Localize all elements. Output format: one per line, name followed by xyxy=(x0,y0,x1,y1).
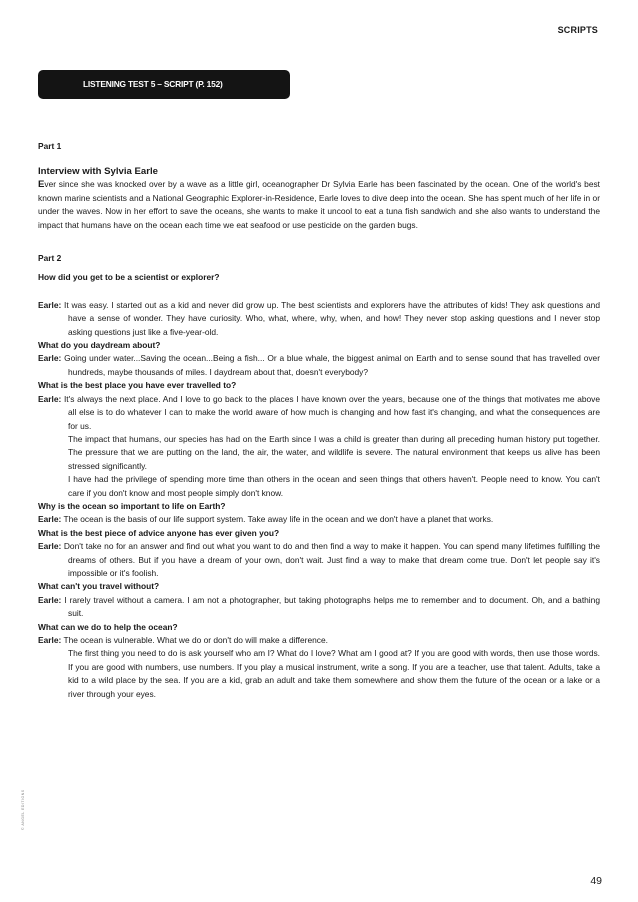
answer-continuation: I have had the privilege of spending more time than others in the ocean and seen things that others haven't. People need to know. You can't care if you don't know and most people simply don't know. xyxy=(68,474,600,498)
answer-text: The ocean is the basis of our life support system. Take away life in the ocean and we don't have a planet that works. xyxy=(63,514,494,525)
answer-text: The ocean is vulnerable. What we do or don't do will make a difference. xyxy=(63,635,328,645)
answer xyxy=(38,393,600,433)
answer-text: It's always the next place. And I love to go back to the places I have known over the years, because one of the things that motivates me above all else is to do whatever I can to make the world aware of how much is changing and how fast it's changing, and what the consequences are for us. xyxy=(63,393,601,431)
part-1-label: Part 1 xyxy=(38,141,62,151)
intro-first-letter: E xyxy=(38,179,45,191)
speaker-label: Earle: xyxy=(38,541,62,552)
banner-title: LISTENING TEST 5 – SCRIPT (P. 152) xyxy=(83,79,223,89)
answer-text: I rarely travel without a camera. I am not a photographer, but taking photographs helps me to remember and to document. Oh, and a bathing suit. xyxy=(64,594,600,619)
answer xyxy=(38,352,600,379)
question: What is the best place you have ever travelled to? xyxy=(38,380,237,391)
answer-text: It was easy. I started out as a kid and never did grow up. The best scientists and explorers have the attributes of kids! They ask questions and have a sense of wonder. They have curiosity. Who, what, where, why, when, and how! They never stop asking questions and I never stop asking questions just like a five-year-old. xyxy=(64,299,600,337)
speaker-label: Earle: xyxy=(38,635,62,645)
script-content xyxy=(38,140,600,701)
answer xyxy=(38,299,600,339)
question: Why is the ocean so important to life on Earth? xyxy=(38,500,226,511)
speaker-label: Earle: xyxy=(38,393,62,404)
answer-continuation: The impact that humans, our species has had on the Earth since I was a child is greater than during all preceding human history put together. The pressure that we are putting on the land, the air, the water, and wildlife is severe. The natural environment that keeps us alive has been stressed significantly. xyxy=(68,433,600,471)
question: How did you get to be a scientist or explorer? xyxy=(38,272,220,283)
section-label: SCRIPTS xyxy=(557,25,598,35)
question: What can't you travel without? xyxy=(38,581,160,592)
intro-text: ver since she was knocked over by a wave as a little girl, oceanographer Dr Sylvia Earle has been fascinated by the ocean. One of the world's best known marine scientists and a National Geographic Explorer-in-Residence, Earle loves to dive deep into the ocean. She has spent much of her life in or under the waves. Now in her effort to save the oceans, she wants to make it uncool to eat a tuna fish sandwich and she also wants to understand the impact that humans have on the ocean each time we eat seafood or use pesticide on the garden bugs. xyxy=(38,179,600,230)
copyright-side-text: © ANGEL EDITIONS xyxy=(21,789,25,830)
answer-text: Don't take no for an answer and find out what you want to do and then find a way to make it happen. You can spend many lifetimes fulfilling the dreams of others. But if you have a dream of your own, don't wait. Just find a way to make that dream come true. Don't let people say it's impossible or it's foolish. xyxy=(63,541,600,578)
question: What can we do to help the ocean? xyxy=(38,621,178,632)
answer xyxy=(38,540,600,580)
page-number: 49 xyxy=(590,875,602,887)
speaker-label: Earle: xyxy=(38,299,62,310)
script-banner xyxy=(38,70,290,99)
answer xyxy=(38,634,600,647)
part-2-label: Part 2 xyxy=(38,253,62,264)
answer-continuation: The first thing you need to do is ask yourself who am I? What do I love? What am I good at? If you are good with words, then use those words. If you are good with numbers, use numbers. If you play a musical instrument, write a song. If you are a teacher, use that talent. Adults, take a kid to a wild place by the sea. If you are a kid, grab an adult and take them somewhere and show them the future of the ocean or a lake or a river through your eyes. xyxy=(68,648,600,699)
question: What do you daydream about? xyxy=(38,340,161,351)
answer xyxy=(38,594,600,621)
intro-paragraph xyxy=(38,178,600,232)
question: What is the best piece of advice anyone has ever given you? xyxy=(38,527,280,538)
speaker-label: Earle: xyxy=(38,353,62,364)
answer xyxy=(38,513,600,526)
answer-text: Going under water...Saving the ocean...Being a fish... Or a blue whale, the biggest animal on Earth and to sense sound that has travelled over hundreds, maybe thousands of miles. I daydream about that, doesn't everybody? xyxy=(64,353,601,377)
speaker-label: Earle: xyxy=(38,594,62,605)
speaker-label: Earle: xyxy=(38,514,62,525)
interview-title: Interview with Sylvia Earle xyxy=(38,166,158,178)
